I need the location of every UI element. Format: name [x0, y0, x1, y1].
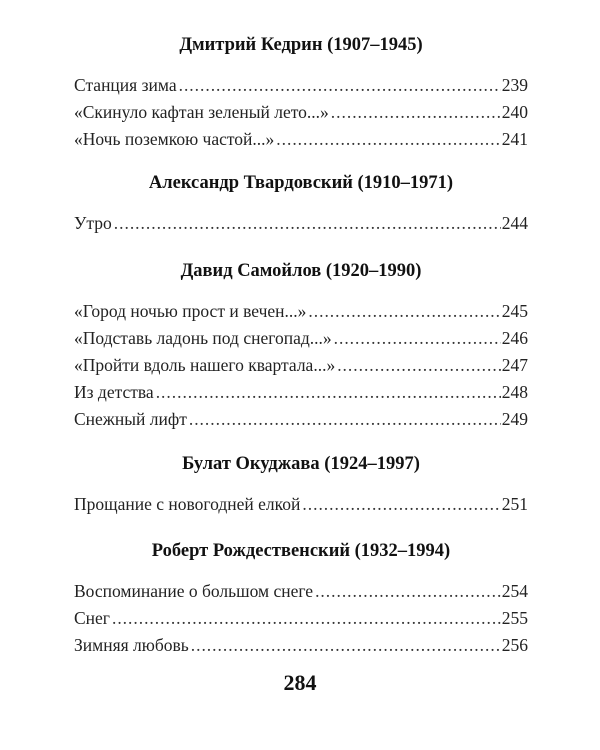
dot-leader	[191, 632, 501, 659]
toc-section-samoilov	[74, 259, 528, 433]
entry-list	[74, 578, 528, 659]
entry-title: Утро	[74, 213, 112, 233]
author-heading: Дмитрий Кедрин (1907–1945)	[179, 35, 423, 55]
toc-entry	[74, 632, 528, 659]
entry-page-number: 254	[501, 581, 528, 601]
toc-entry	[74, 379, 528, 406]
toc-section-rozhdestvensky	[74, 539, 528, 659]
toc-section-kedrin	[74, 33, 528, 153]
entry-title: «Город ночью прост и вечен...»	[74, 301, 307, 321]
entry-page-number: 251	[501, 494, 528, 514]
toc-entry	[74, 605, 528, 632]
entry-page-number: 246	[501, 328, 528, 348]
entry-title: Зимняя любовь	[74, 635, 189, 655]
entry-page-number: 244	[501, 213, 528, 233]
toc-entry	[74, 99, 528, 126]
toc-entry	[74, 352, 528, 379]
page-number: 284	[283, 670, 317, 695]
toc-entry	[74, 126, 528, 153]
entry-title: Станция зима	[74, 75, 177, 95]
entry-list	[74, 298, 528, 433]
entry-page-number: 240	[501, 102, 528, 122]
dot-leader	[315, 578, 501, 605]
entry-page-number: 255	[501, 608, 528, 628]
entry-page-number: 241	[501, 129, 528, 149]
entry-title: Снег	[74, 608, 110, 628]
entry-list	[74, 210, 528, 237]
toc-entry	[74, 72, 528, 99]
author-heading: Давид Самойлов (1920–1990)	[180, 261, 422, 281]
dot-leader	[337, 352, 501, 379]
toc-entry	[74, 491, 528, 518]
entry-title: Прощание с новогодней елкой	[74, 494, 301, 514]
dot-leader	[156, 379, 501, 406]
dot-leader	[308, 298, 500, 325]
entry-page-number: 256	[501, 635, 528, 655]
toc-entry	[74, 298, 528, 325]
entry-title: Снежный лифт	[74, 409, 187, 429]
dot-leader	[334, 325, 501, 352]
entry-page-number: 247	[501, 355, 528, 375]
toc-section-tvardovsky	[74, 171, 528, 237]
entry-page-number: 239	[501, 75, 528, 95]
dot-leader	[331, 99, 501, 126]
author-heading: Александр Твардовский (1910–1971)	[148, 173, 454, 193]
dot-leader	[302, 491, 500, 518]
dot-leader	[112, 605, 501, 632]
entry-page-number: 245	[501, 301, 528, 321]
toc-entry	[74, 406, 528, 433]
toc-entry	[74, 210, 528, 237]
toc-section-okudzhava	[74, 452, 528, 518]
entry-page-number: 248	[501, 382, 528, 402]
toc-entry	[74, 578, 528, 605]
entry-title: Из детства	[74, 382, 154, 402]
dot-leader	[179, 72, 501, 99]
entry-title: «Подставь ладонь под снегопад...»	[74, 328, 332, 348]
entry-list	[74, 72, 528, 153]
entry-title: «Ночь поземкою частой...»	[74, 129, 275, 149]
entry-title: Воспоминание о большом снеге	[74, 581, 314, 601]
author-heading: Роберт Рождественский (1932–1994)	[151, 541, 451, 561]
dot-leader	[189, 406, 501, 433]
entry-page-number: 249	[501, 409, 528, 429]
entry-title: «Пройти вдоль нашего квартала...»	[74, 355, 336, 375]
toc-entry	[74, 325, 528, 352]
dot-leader	[276, 126, 500, 153]
entry-list	[74, 491, 528, 518]
entry-title: «Скинуло кафтан зеленый лето...»	[74, 102, 329, 122]
author-heading: Булат Окуджава (1924–1997)	[182, 454, 420, 474]
dot-leader	[114, 210, 501, 237]
